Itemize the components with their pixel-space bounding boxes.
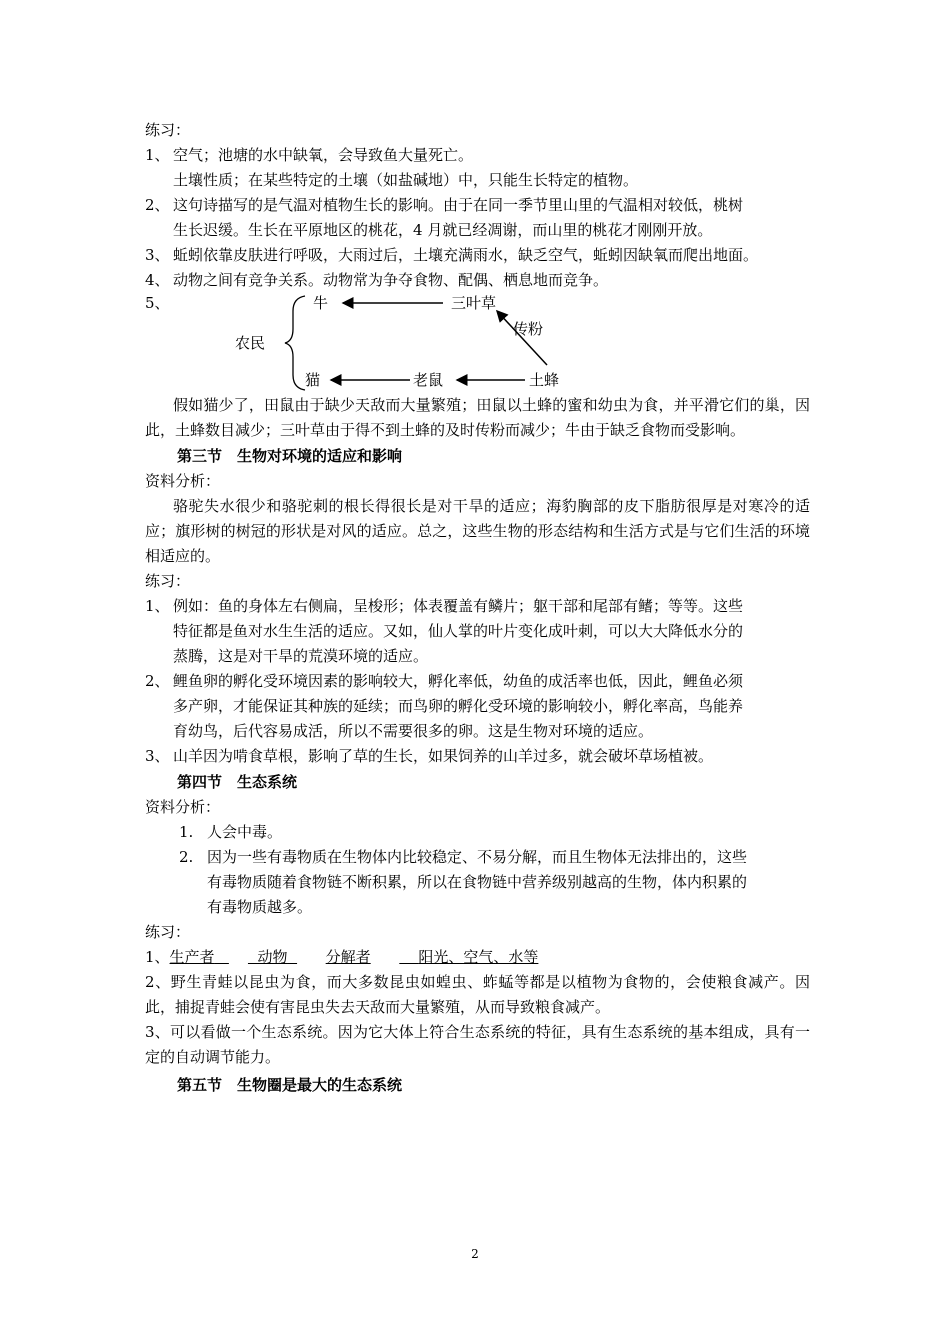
answer-blank: 生产者 [169,948,215,966]
node-bee: 土蜂 [529,371,560,389]
food-web-diagram [145,293,810,393]
item-number: 3、 [145,246,170,264]
analysis-item-2-continued: 有毒物质越多。 [207,898,313,916]
list-item-continued: 特征都是鱼对水生生活的适应。又如，仙人掌的叶片变化成叶刺，可以大大降低水分的 [173,622,744,640]
node-clover: 三叶草 [451,294,497,312]
food-web-arrows [145,293,585,393]
page-number: 2 [471,1247,479,1261]
item-text: 这句诗描写的是气温对植物生长的影响。由于在同一季节里山里的气温相对较低，桃树 [173,196,744,214]
document-page [145,118,810,1098]
exercise-list [145,594,810,769]
item-number: 1、 [145,146,170,164]
analysis-item-2: 2. 因为一些有毒物质在生物体内比较稳定、不易分解，而且生物体无法排出的，这些 [179,848,748,866]
exercise-answer-2: 2、野生青蛙以昆虫为食，而大多数昆虫如蝗虫、蚱蜢等都是以植物为食物的，会使粮食减产。因此，捕捉青蛙会使有害昆虫失去天敌而大量繁殖，从而导致粮食减产。 [145,973,810,1016]
analysis-label: 资料分析： [145,472,221,490]
exercise-item-2-continued: 生长迟缓。生长在平原地区的桃花，4 月就已经凋谢，而山里的桃花才刚刚开放。 [173,221,713,239]
curly-brace [285,296,305,390]
exercise-label: 练习： [145,572,191,590]
answer-blank: 动物 [257,948,288,966]
exercise-label: 练习： [145,923,191,941]
analysis-item-2-continued: 有毒物质随着食物链不断积累，所以在食物链中营养级别越高的生物，体内积累的 [207,873,748,891]
list-item-continued: 蒸腾，这是对干旱的荒漠环境的适应。 [173,647,429,665]
answer-blank: 阳光、空气、水等 [418,948,539,966]
list-item-continued: 育幼鸟，后代容易成活，所以不需要很多的卵。这是生物对环境的适应。 [173,722,654,740]
exercise-item-3 [145,243,810,268]
exercise-item-1-continued: 土壤性质；在某些特定的土壤（如盐碱地）中，只能生长特定的植物。 [173,171,639,189]
exercise-item-5-number: 5、 [145,294,170,312]
analysis-text: 骆驼失水很少和骆驼刺的根长得很长是对干旱的适应；海豹胸部的皮下脂肪很厚是对寒冷的适应；旗形树的树冠的形状是对风的适应。总之，这些生物的形态结构和生活方式是与它们生活的环境相适应的。 [145,497,810,565]
item-text: 空气；池塘的水中缺氧，会导致鱼大量死亡。 [173,146,474,164]
node-cow: 牛 [313,294,329,312]
exercise-answer-3: 3、可以看做一个生态系统。因为它大体上符合生态系统的特征，具有生态系统的基本组成，具有一定的自动调节能力。 [145,1023,810,1066]
node-cat: 猫 [305,371,321,389]
analysis-label: 资料分析： [145,798,221,816]
answer-blank: 分解者 [325,948,371,966]
list-item: 3、 山羊因为啃食草根，影响了草的生长，如果饲养的山羊过多，就会破坏草场植被。 [145,747,714,765]
label-pollinate: 传粉 [513,320,544,338]
exercise-item-2 [145,193,810,218]
exercise-answer-1: 1、生产者 动物 分解者 阳光、空气、水等 [145,948,539,966]
item-text: 动物之间有竞争关系。动物常为争夺食物、配偶、栖息地而竞争。 [173,271,609,289]
exercise-item-1 [145,143,810,168]
item-text: 蚯蚓依靠皮肤进行呼吸，大雨过后，土壤充满雨水，缺乏空气，蚯蚓因缺氧而爬出地面。 [173,246,759,264]
list-item: 1、 例如：鱼的身体左右侧扁，呈梭形；体表覆盖有鳞片；躯干部和尾部有鳍；等等。这些 [145,597,744,615]
list-item-continued: 多产卵，才能保证其种族的延续；而鸟卵的孵化受环境的影响较小，孵化率高，鸟能养 [173,697,744,715]
section-heading-3: 第三节 生物对环境的适应和影响 [177,447,403,465]
node-mouse: 老鼠 [413,371,444,389]
diagram-explanation: 假如猫少了，田鼠由于缺少天敌而大量繁殖；田鼠以土蜂的蜜和幼虫为食，并平滑它们的巢，因此，土蜂数目减少；三叶草由于得不到土蜂的及时传粉而减少；牛由于缺乏食物而受影响。 [145,396,810,439]
list-item: 2、 鲤鱼卵的孵化受环境因素的影响较大，孵化率低，幼鱼的成活率也低，因此，鲤鱼必须 [145,672,744,690]
section-heading-5: 第五节 生物圈是最大的生态系统 [177,1076,403,1094]
item-number: 4、 [145,271,170,289]
exercise-label: 练习： [145,121,191,139]
node-farmer: 农民 [235,334,266,352]
section-heading-4: 第四节 生态系统 [177,773,298,791]
analysis-item-1: 1. 人会中毒。 [179,823,283,841]
item-number: 2、 [145,196,170,214]
exercise-item-4 [145,268,810,293]
